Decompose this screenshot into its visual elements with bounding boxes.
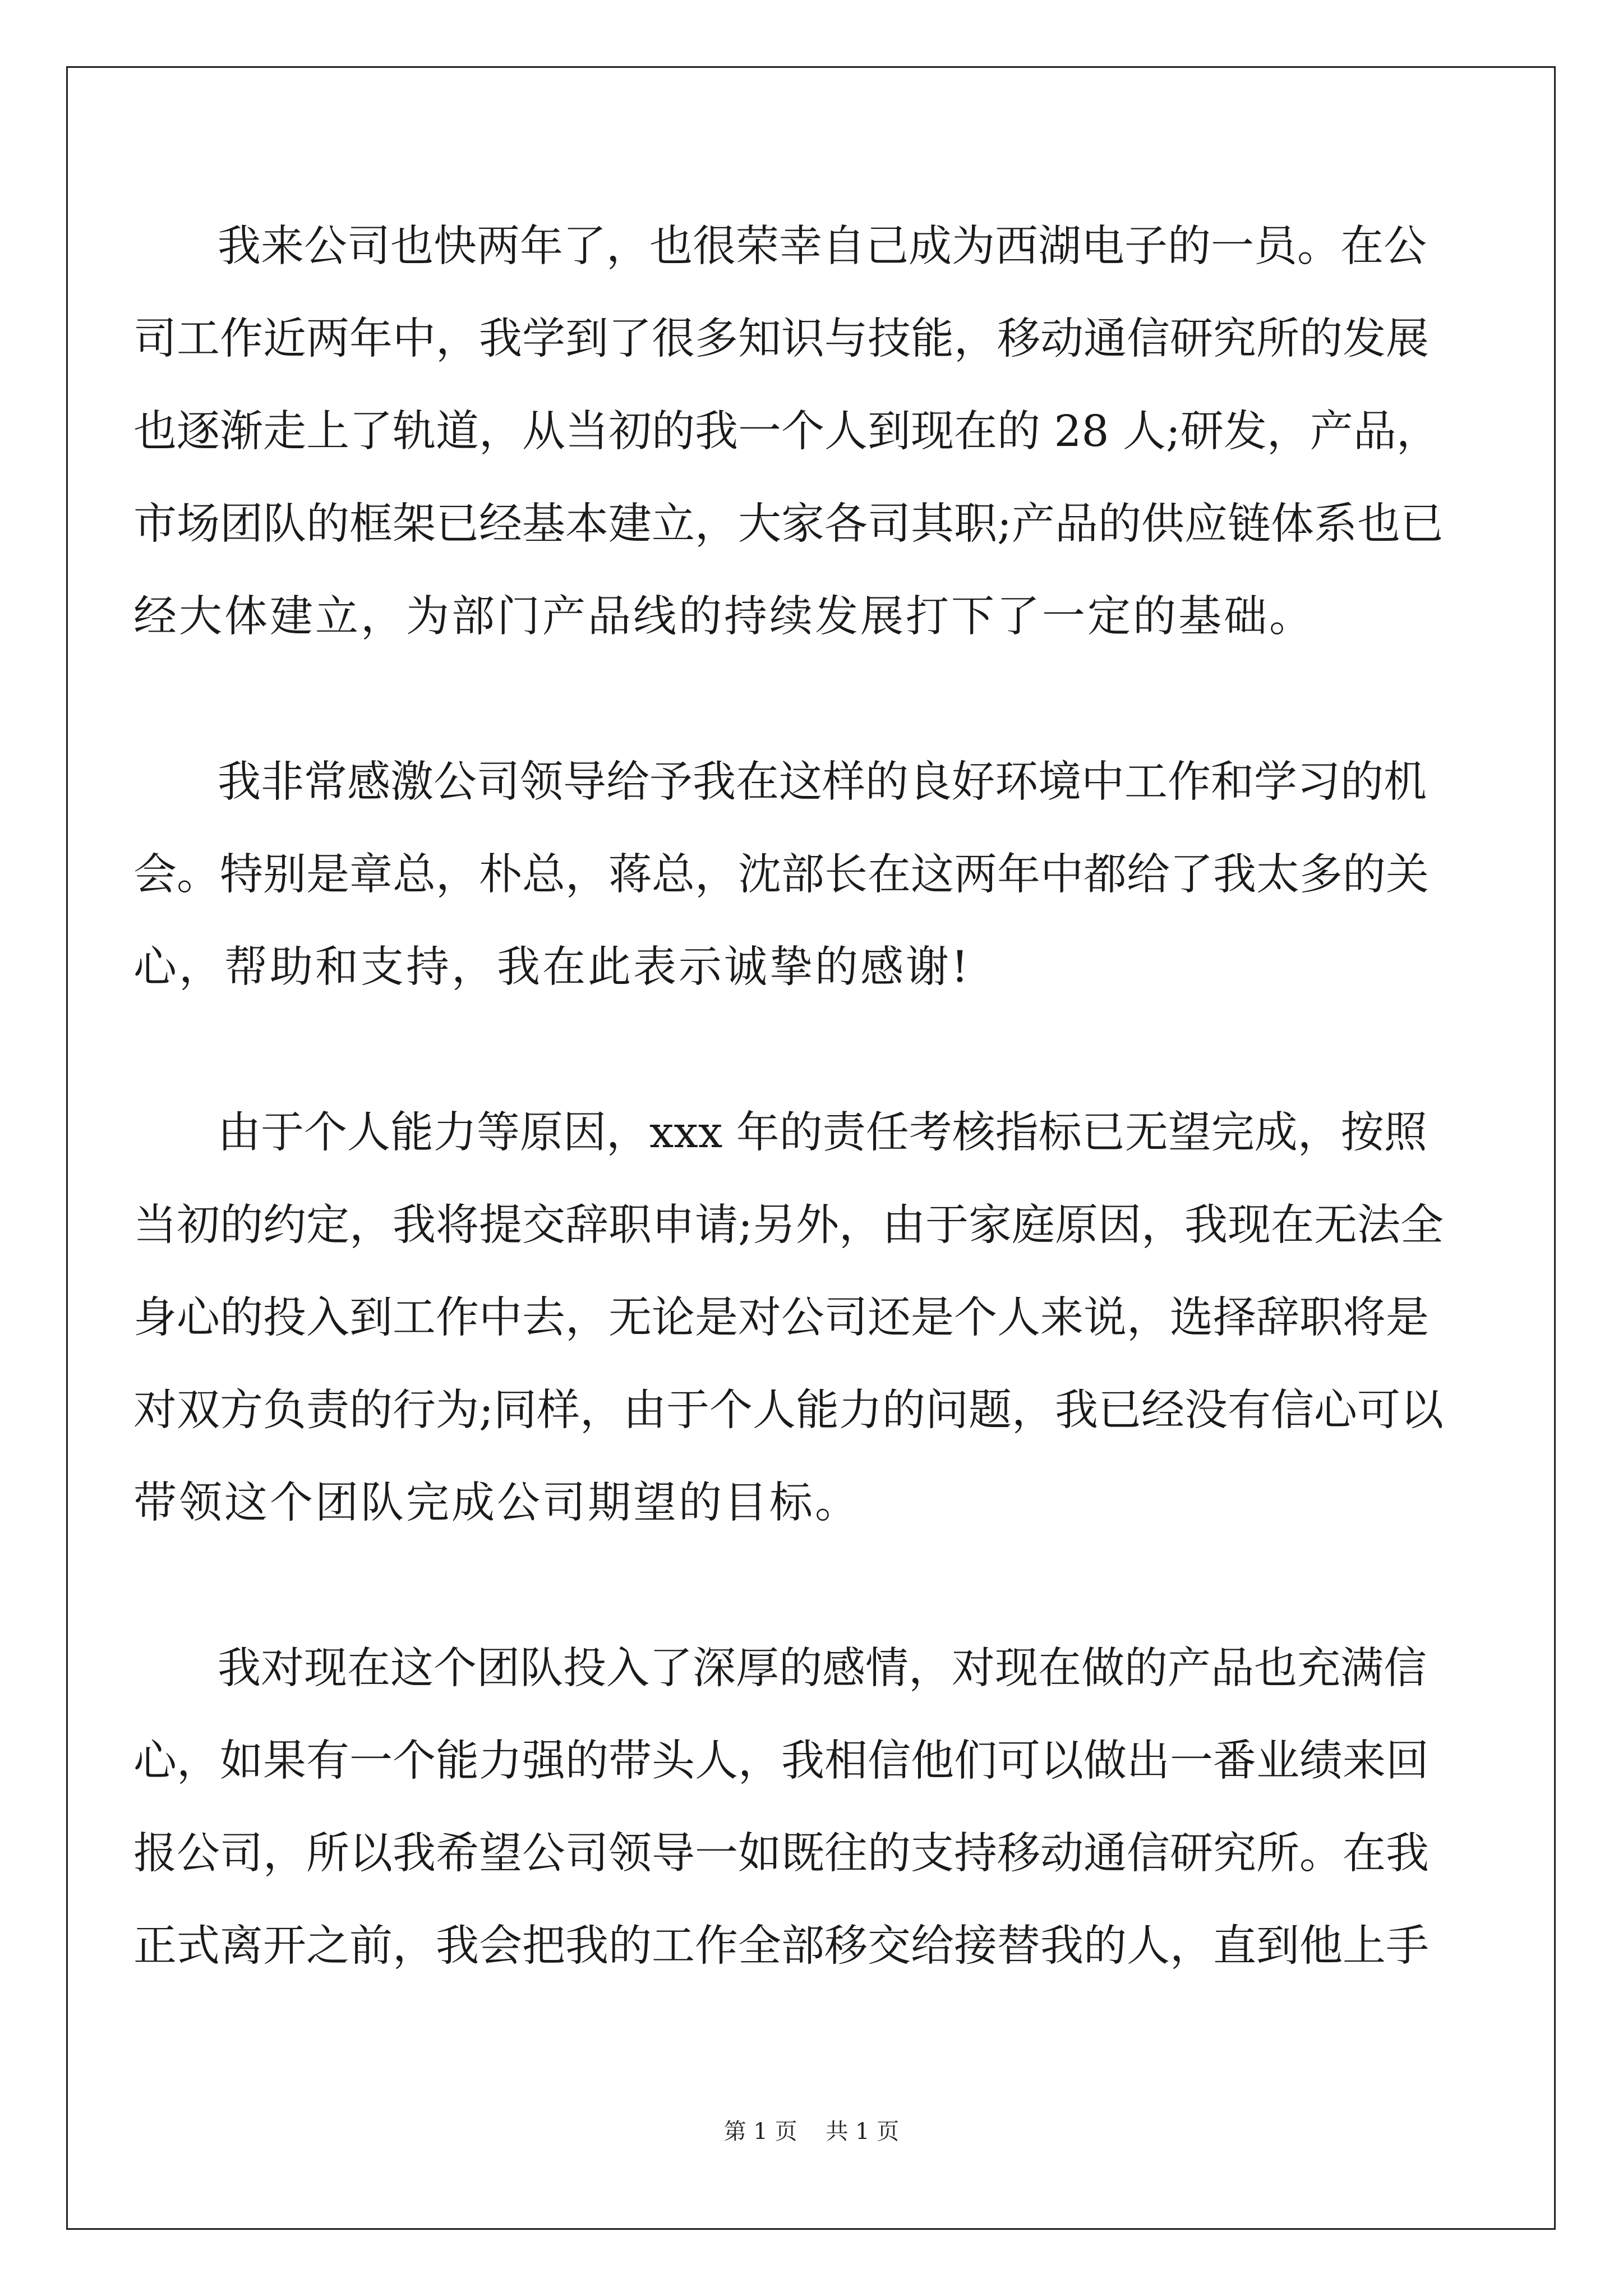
paragraph-2-line-2: 会。特别是章总，朴总，蒋总，沈部长在这两年中都给了我太多的关 bbox=[133, 850, 1429, 900]
paragraph-1-line-1: 我来公司也快两年了，也很荣幸自己成为西湖电子的一员。在公 bbox=[218, 222, 1427, 272]
paragraph-2-line-1: 我非常感激公司领导给予我在这样的良好环境中工作和学习的机 bbox=[218, 757, 1427, 807]
paragraph-3-line-5: 带领这个团队完成公司期望的目标。 bbox=[133, 1478, 860, 1528]
paragraph-4-line-4: 正式离开之前，我会把我的工作全部移交给接替我的人，直到他上手 bbox=[133, 1921, 1429, 1971]
paragraph-1-line-2: 司工作近两年中，我学到了很多知识与技能，移动通信研究所的发展 bbox=[133, 314, 1429, 364]
paragraph-4-line-3: 报公司，所以我希望公司领导一如既往的支持移动通信研究所。在我 bbox=[133, 1829, 1429, 1879]
paragraph-1-line-5: 经大体建立，为部门产品线的持续发展打下了一定的基础。 bbox=[133, 592, 1315, 642]
paragraph-3-line-2: 当初的约定，我将提交辞职申请;另外，由于家庭原因，我现在无法全 bbox=[133, 1200, 1444, 1250]
paragraph-3-line-1: 由于个人能力等原因，xxx 年的责任考核指标已无望完成，按照 bbox=[218, 1108, 1427, 1158]
paragraph-2-line-3: 心，帮助和支持，我在此表示诚挚的感谢! bbox=[133, 942, 971, 992]
paragraph-3-line-3: 身心的投入到工作中去，无论是对公司还是个人来说，选择辞职将是 bbox=[133, 1293, 1429, 1343]
page-number-footer: 第 1 页 共 1 页 bbox=[723, 2119, 900, 2145]
paragraph-4-line-2: 心，如果有一个能力强的带头人，我相信他们可以做出一番业绩来回 bbox=[133, 1736, 1429, 1786]
paragraph-1-line-3: 也逐渐走上了轨道，从当初的我一个人到现在的 28 人;研发，产品， bbox=[133, 407, 1440, 457]
paragraph-4-line-1: 我对现在这个团队投入了深厚的感情，对现在做的产品也充满信 bbox=[218, 1644, 1427, 1694]
paragraph-3-line-4: 对双方负责的行为;同样，由于个人能力的问题，我已经没有信心可以 bbox=[133, 1386, 1444, 1435]
paragraph-1-line-4: 市场团队的框架已经基本建立，大家各司其职;产品的供应链体系也已 bbox=[133, 499, 1444, 549]
